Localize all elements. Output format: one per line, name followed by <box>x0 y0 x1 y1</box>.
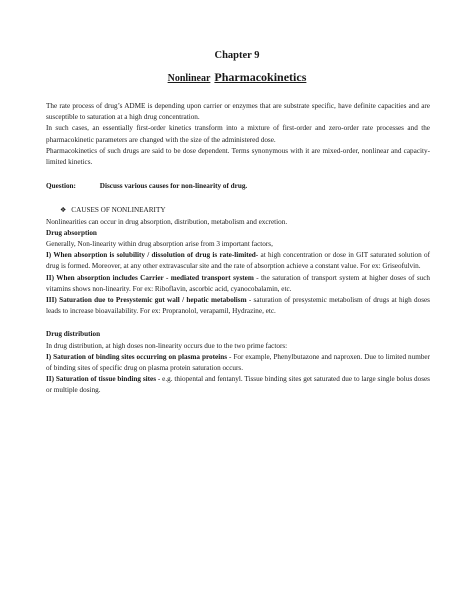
absorption-item-text: - saturation of presystemic metabolism of drugs at high doses leads to increase bioavailability. For ex: Propranolol, verapamil, Hydrazine, etc. <box>46 296 430 316</box>
distribution-item-text: - For example, Phenylbutazone and naproxen. Due to limited number of binding sites of specific drug on plasma protein saturation occurs. <box>46 352 431 373</box>
chapter-title <box>0 68 474 86</box>
absorption-item-lead: I) When absorption is solubility / dissolution of drug is rate-limited- <box>46 251 259 260</box>
distribution-item-text: - e.g. thiopental and fentanyl. Tissue binding sites get saturated due to large single bolus doses or multiple dosing. <box>46 375 430 395</box>
distribution-intro: In drug distribution, at high doses non-linearity occurs due to the two prime factors: <box>46 341 288 350</box>
distribution-item <box>46 374 430 396</box>
causes-heading <box>46 205 430 216</box>
absorption-item <box>46 250 430 272</box>
distribution-item-lead: I) Saturation of binding sites occurring on plasma proteins <box>46 352 228 361</box>
intro-paragraph: The rate process of drug’s ADME is depending upon carrier or enzymes that are substrate specific, have definite capacities and are susceptible to saturation at a high drug concentration. <box>46 102 430 122</box>
question-label: Question: <box>46 182 76 191</box>
document-body <box>46 101 430 397</box>
question-text: Discuss various causes for non-linearity of drug. <box>99 182 248 191</box>
title-word-pharmacokinetics: Pharmacokinetics <box>214 70 307 84</box>
question-line <box>46 181 430 192</box>
causes-heading-text: CAUSES OF NONLINEARITY <box>71 206 166 215</box>
intro-paragraph: In such cases, an essentially first-order kinetics transform into a mixture of first-order and zero-order rate processes and the pharmacokinetic parameters are changed with the size of the administered dose. <box>46 124 430 144</box>
chapter-heading: Chapter 9 <box>214 50 260 61</box>
absorption-item <box>46 273 430 295</box>
distribution-item <box>46 352 430 374</box>
intro-paragraph: Pharmacokinetics of such drugs are said to be dose dependent. Terms synonymous with it are mixed-order, nonlinear and capacity-limited kinetics. <box>46 146 430 167</box>
absorption-item-lead: II) When absorption includes Carrier - mediated transport system <box>46 273 254 282</box>
absorption-item-text: - the saturation of transport system at higher doses of such vitamins shows non-linearity. For ex: Riboflavin, ascorbic acid, cyanocobalamin, etc. <box>46 273 430 293</box>
causes-intro: Nonlinearities can occur in drug absorption, distribution, metabolism and excretion. <box>46 217 288 226</box>
absorption-intro: Generally, Non-linearity within drug absorption arise from 3 important factors, <box>46 240 273 249</box>
absorption-item-text: at high concentration or dose in GIT saturated solution of drug is formed. Moreover, at any other extravascular site and the rate of absorption achieve a constant value. For ex: Griseofulvin. <box>46 251 430 271</box>
distribution-heading: Drug distribution <box>46 330 101 339</box>
absorption-heading: Drug absorption <box>46 228 97 237</box>
distribution-item-lead: II) Saturation of tissue binding sites <box>46 375 157 384</box>
title-word-nonlinear: Nonlinear <box>167 73 211 84</box>
diamond-bullet-icon: ❖ <box>60 206 67 215</box>
absorption-item-lead: III) Saturation due to Presystemic gut wall / hepatic metabolism <box>46 296 247 305</box>
absorption-item <box>46 295 430 317</box>
